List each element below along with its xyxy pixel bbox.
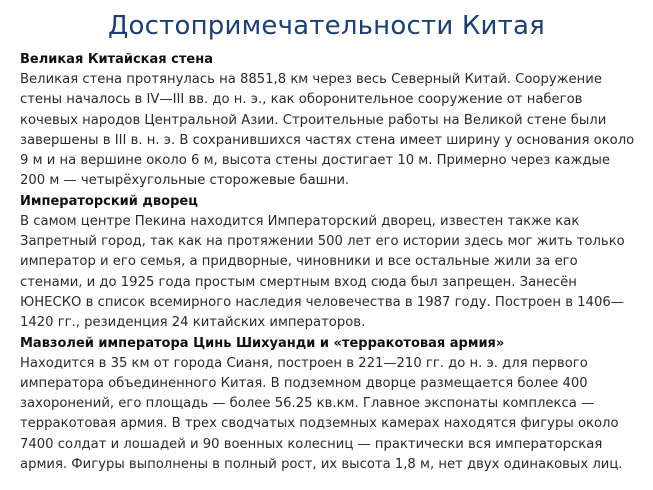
text-line: армия. Фигуры выполнены в полный рост, их высота 1,8 м, нет двух одинаковых лиц. — [20, 457, 623, 473]
section-heading-mausoleum: Мавзолей императора Цинь Шихуанди и «терракотовая армия» — [20, 335, 505, 351]
text-line: стенами, и до 1925 года простым смертным вход сюда был запрещен. Занесён — [20, 274, 577, 290]
text-line: 7400 солдат и лошадей и 90 военных колесниц — практически вся императорская — [20, 436, 603, 452]
text-line: 200 м — четырёхугольные сторожевые башни. — [20, 173, 350, 189]
text-line: стены началось в IV—III вв. до н. э., как оборонительное сооружение от набегов — [20, 92, 583, 108]
text-line: захоронений, его площадь — более 56.25 кв.км. Главное экспонаты комплекса — — [20, 396, 595, 412]
text-line: 1420 гг., резиденция 24 китайских императоров. — [20, 315, 366, 331]
text-line: 9 м и на вершине около 6 м, высота стены достигает 10 м. Примерно через каждые — [20, 153, 610, 169]
text-line: императора объединенного Китая. В подземном дворце размещается более 400 — [20, 375, 588, 391]
section-text-great-wall — [20, 70, 640, 192]
section-text-mausoleum — [20, 354, 640, 476]
slide-body — [20, 50, 640, 475]
section-text-imperial-palace — [20, 212, 640, 334]
text-line: кочевых народов Центральной Азии. Строительные работы на Великой стене были — [20, 112, 607, 128]
section-heading-imperial-palace: Императорский дворец — [20, 193, 198, 209]
text-line: Великая стена протянулась на 8851,8 км через весь Северный Китай. Сооружение — [20, 72, 602, 87]
text-line: Находится в 35 км от города Сианя, построен в 221—210 гг. до н. э. для первого — [20, 355, 588, 371]
slide-title: Достопримечательности Китая — [108, 11, 545, 41]
section-heading-great-wall: Великая Китайская стена — [20, 52, 213, 67]
text-line: В самом центре Пекина находится Императорский дворец, известен также как — [20, 213, 580, 229]
text-line: ЮНЕСКО в список всемирного наследия человечества в 1987 году. Построен в 1406— — [20, 294, 624, 310]
text-line: Запретный город, так как на протяжении 500 лет его истории здесь мог жить только — [20, 234, 625, 250]
text-line: завершены в III в. н. э. В сохранившихся частях стена имеет ширину у основания около — [20, 132, 635, 148]
text-line: терракотовая армия. В трех сводчатых подземных камерах находятся фигуры около — [20, 416, 619, 432]
text-line: император и его семья, а придворные, чиновники и все остальные жили за его — [20, 254, 578, 270]
